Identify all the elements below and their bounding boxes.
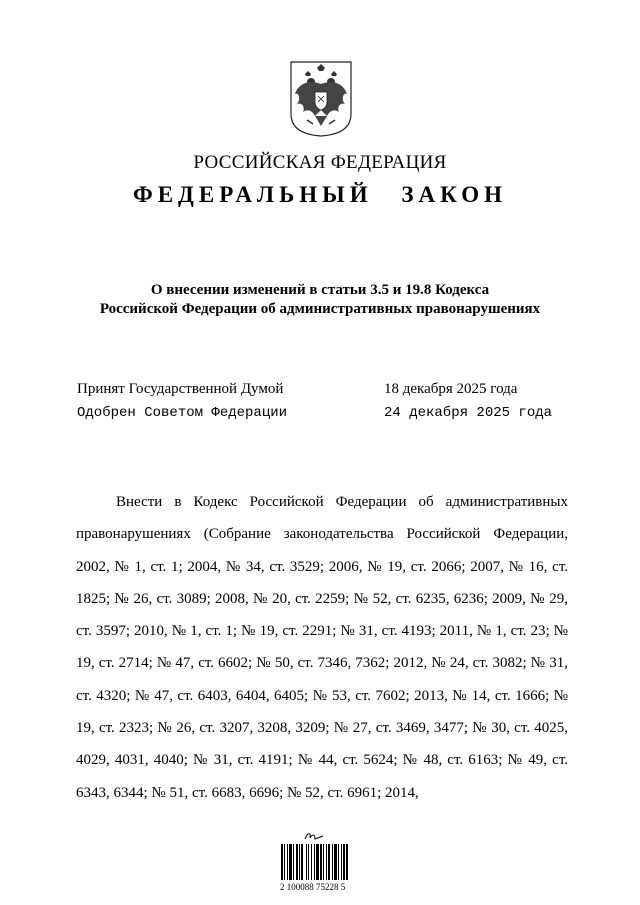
duma-adoption-label: Принят Государственной Думой — [77, 381, 284, 397]
law-subject-line-1: О внесении изменений в статьи 3.5 и 19.8 Кодекса — [150, 282, 490, 298]
law-subject-line-2: Российской Федерации об административных правонарушениях — [99, 301, 541, 317]
law-body-text: Внести в Кодекс Российской Федерации об административных правонарушениях (Собрание законодательства Российской Федерации, 2002, № 1, ст. 1; 2004, № 34, ст. 3529; 2006, № 19, ст. 2066; 2007, № 16, ст. 1825; № 26, ст. 3089; 2008, № 20, ст. 2259; № 52, ст. 6235, 6236; 2009, № 29, ст. 3597; 2010, № 1, ст. 1; № 19, ст. 2291; № 31, ст. 4193; 2011, № 1, ст. 23; № 19, ст. 2714; № 47, ст. 6602; № 50, ст. 7346, 7362; 2012, № 24, ст. 3082; № 31, ст. 4320; № 47, ст. 6403, 6404, 6405; № 53, ст. 7602; 2013, № 14, ст. 1666; № 19, ст. 2323; № 26, ст. 3207, 3208, 3209; № 27, ст. 3469, 3477; № 30, ст. 4025, 4029, 4031, 4040; № 31, ст. 4191; № 44, ст. 5624; № 48, ст. 6163; № 49, ст. 6343, 6344; № 51, ст. 6683, 6696; № 52, ст. 6961; 2014, — [76, 494, 568, 801]
coat-of-arms-icon — [289, 60, 353, 138]
document-type-title: ФЕДЕРАЛЬНЫЙ ЗАКОН — [132, 182, 508, 207]
council-approval-label: Одобрен Советом Федерации — [77, 405, 288, 421]
country-name: РОССИЙСКАЯ ФЕДЕРАЦИЯ — [193, 152, 447, 173]
law-body-paragraph — [76, 486, 568, 809]
barcode-number: 2 100088 75228 5 — [280, 882, 346, 892]
barcode-icon — [280, 844, 376, 880]
duma-adoption-date: 18 декабря 2025 года — [384, 381, 518, 397]
signature-mark-icon — [303, 830, 325, 842]
law-subject — [0, 281, 640, 319]
council-approval-date: 24 декабря 2025 года — [384, 405, 553, 421]
barcode-block — [280, 830, 376, 900]
